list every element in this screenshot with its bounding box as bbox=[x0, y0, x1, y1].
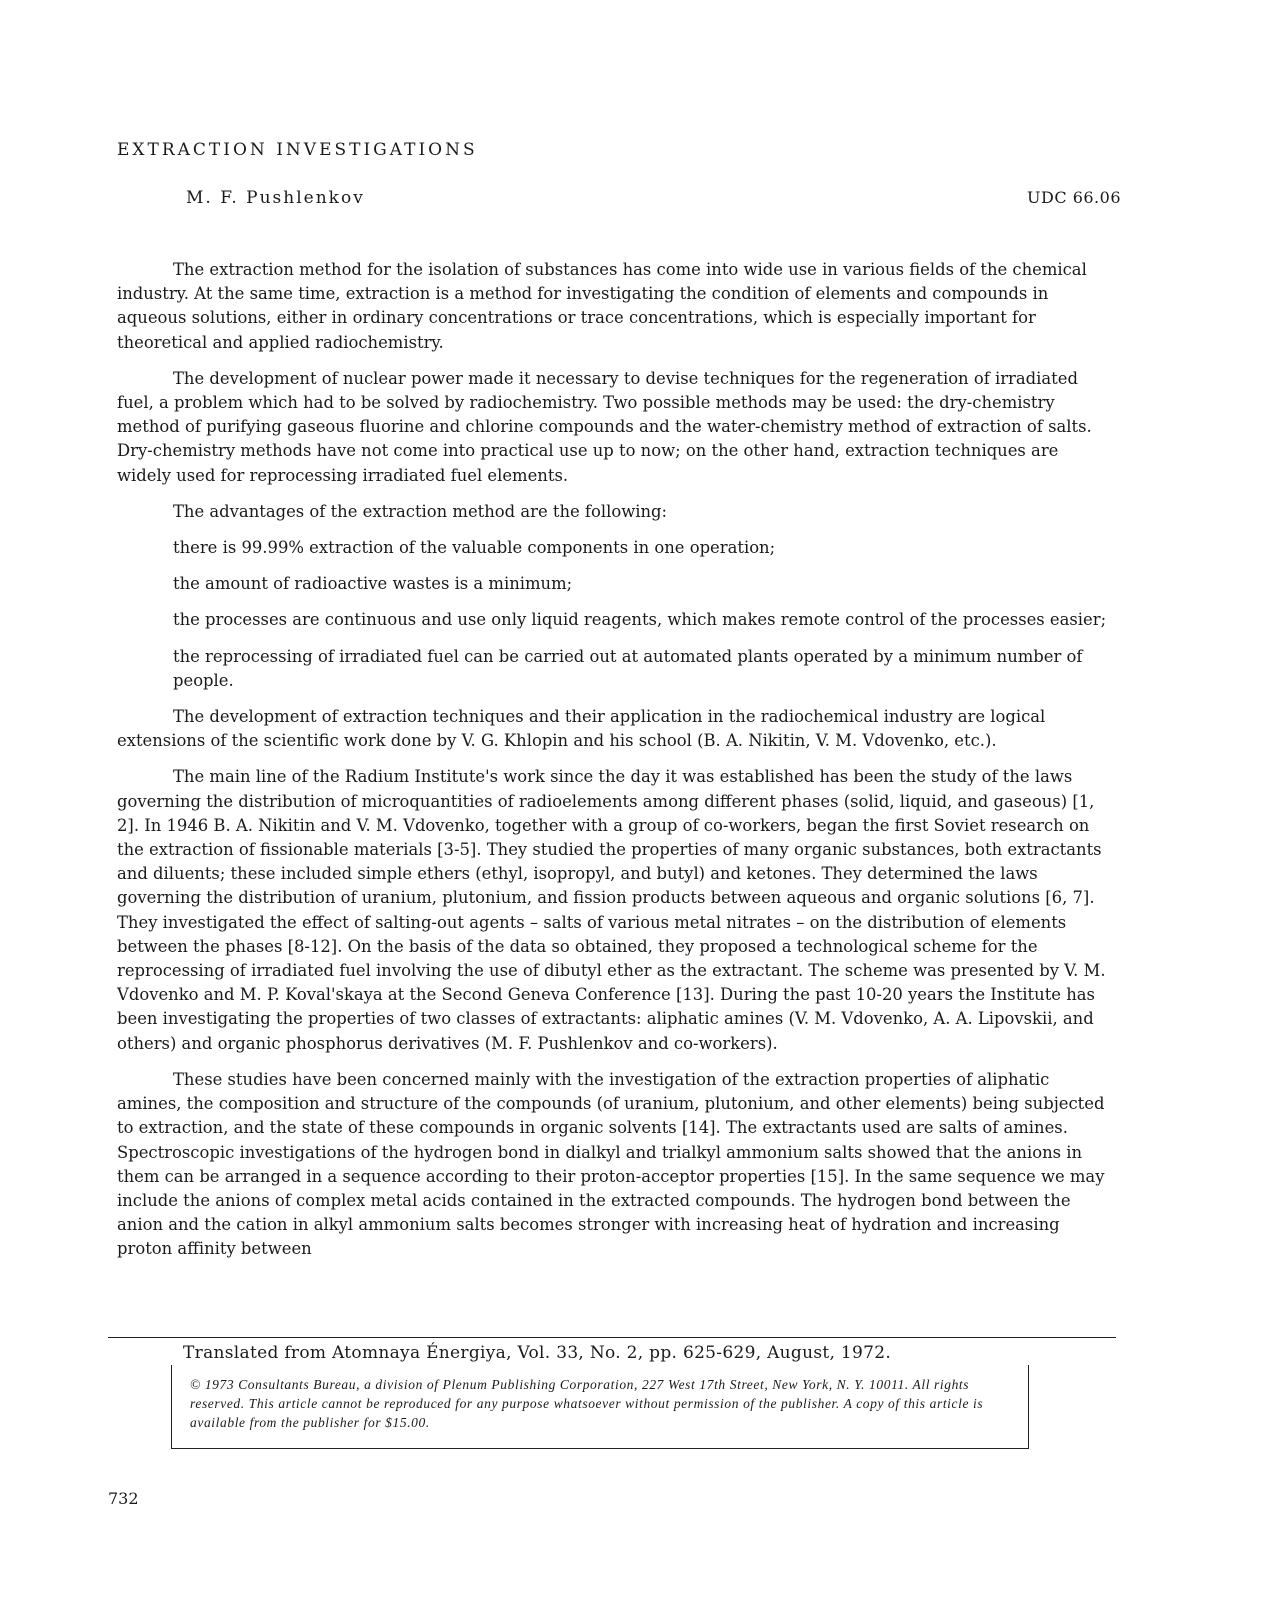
article-author: M. F. Pushlenkov bbox=[186, 188, 365, 208]
list-item: the reprocessing of irradiated fuel can be carried out at automated plants operated by a minimum number of people. bbox=[173, 646, 1083, 690]
paragraph: The development of nuclear power made it necessary to devise techniques for the regeneration of irradiated fuel, a problem which had to be solved by radiochemistry. Two possible methods may be used: the dry-chemistry method of purifying gaseous fluorine and chlorine compounds and the water-chemistry method of extraction of salts. Dry-chemistry methods have not come into practical use up to now; on the other hand, extraction techniques are widely used for reprocessing irradiated fuel elements. bbox=[117, 368, 1092, 485]
list-item: there is 99.99% extraction of the valuable components in one operation; bbox=[173, 538, 776, 558]
paragraph: The main line of the Radium Institute's work since the day it was established has been the study of the laws governing the distribution of microquantities of radioelements among different phases (solid, liquid, and gaseous) [1, 2]. In 1946 B. A. Nikitin and V. M. Vdovenko, together with a group of co-workers, began the first Soviet research on the extraction of fissionable materials [3-5]. They studied the properties of many organic substances, both extractants and diluents; these included simple ethers (ethyl, isopropyl, and butyl) and ketones. They determined the laws governing the distribution of uranium, plutonium, and fission products between aqueous and organic solutions [6, 7]. They investigated the effect of salting-out agents – salts of various metal nitrates – on the distribution of elements between the phases [8-12]. On the basis of the data so obtained, they proposed a technological scheme for the reprocessing of irradiated fuel involving the use of dibutyl ether as the extractant. The scheme was presented by V. M. Vdovenko and M. P. Koval'skaya at the Second Geneva Conference [13]. During the past 10-20 years the Institute has been investigating the properties of two classes of extractants: aliphatic amines (V. M. Vdovenko, A. A. Lipovskii, and others) and organic phosphorus derivatives (M. F. Pushlenkov and co-workers). bbox=[117, 767, 1106, 1053]
paragraph: The extraction method for the isolation of substances has come into wide use in various fields of the chemical industry. At the same time, extraction is a method for investigating the condition of elements and compounds in aqueous solutions, either in ordinary concentrations or trace concentrations, which is especially important for theoretical and applied radiochemistry. bbox=[117, 260, 1087, 352]
paragraph: The development of extraction techniques and their application in the radiochemical industry are logical extensions of the scientific work done by V. G. Khlopin and his school (B. A. Nikitin, V. M. Vdovenko, etc.). bbox=[117, 707, 1046, 751]
udc-code: UDC 66.06 bbox=[1027, 188, 1121, 207]
article-title: EXTRACTION INVESTIGATIONS bbox=[117, 140, 478, 160]
copyright-notice: © 1973 Consultants Bureau, a division of Plenum Publishing Corporation, 227 West 17th Street, New York, N. Y. 10011. All rights reserved. This article cannot be reproduced for any purpose whatsoever without permission of the publisher. A copy of this article is available from the publisher for $15.00. bbox=[190, 1377, 984, 1430]
page-number: 732 bbox=[108, 1489, 139, 1508]
copyright-box bbox=[171, 1365, 1029, 1449]
list-item: the amount of radioactive wastes is a minimum; bbox=[173, 574, 573, 594]
translation-source: Translated from Atomnaya Énergiya, Vol. 33, No. 2, pp. 625-629, August, 1972. bbox=[183, 1343, 892, 1363]
paragraph: These studies have been concerned mainly with the investigation of the extraction properties of aliphatic amines, the composition and structure of the compounds (of uranium, plutonium, and other elements) being subjected to extraction, and the state of these compounds in organic solvents [14]. The extractants used are salts of amines. Spectroscopic investigations of the hydrogen bond in dialkyl and trialkyl ammonium salts showed that the anions in them can be arranged in a sequence according to their proton-acceptor properties [15]. In the same sequence we may include the anions of complex metal acids contained in the extracted compounds. The hydrogen bond between the anion and the cation in alkyl ammonium salts becomes stronger with increasing heat of hydration and increasing proton affinity between bbox=[117, 1069, 1105, 1259]
list-item: the processes are continuous and use only liquid reagents, which makes remote control of the processes easier; bbox=[173, 610, 1107, 630]
paragraph: The advantages of the extraction method are the following: bbox=[173, 501, 668, 521]
article-body bbox=[117, 258, 1117, 1274]
footnote-divider bbox=[108, 1337, 1116, 1338]
